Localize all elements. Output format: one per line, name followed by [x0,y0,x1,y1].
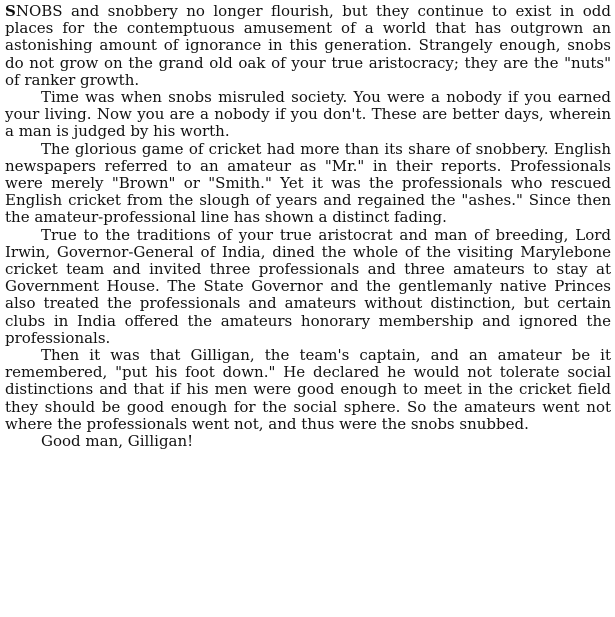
paragraph-6: Good man, Gilligan! [41,432,194,451]
paragraph-2: Time was when snobs misruled society. You were a nobody if you earned your living. Now you are a nobody if you don't. These are better days, wherein a man is judged by his worth. [5,88,611,141]
drop-cap: S [5,2,16,20]
article-body [5,3,611,450]
paragraph-1-text: NOBS and snobbery no longer flourish, but they continue to exist in odd places for the contemptuous amusement of a world that has outgrown an astonishing amount of ignorance in this generation. Strangely enough, snobs do not grow on the grand old oak of your true aristocracy; they are the "nuts" of ranker growth. [5,2,611,89]
paragraph-3: The glorious game of cricket had more than its share of snobbery. English newspapers referred to an amateur as "Mr." in their reports. Professionals were merely "Brown" or "Smith." Yet it was the professionals who rescued English cricket from the slough of years and regained the "ashes." Since then the amateur-professional line has shown a distinct fading. [5,139,611,227]
paragraph-5: Then it was that Gilligan, the team's captain, and an amateur be it remembered, "put his foot down." He declared he would not tolerate social distinctions and that if his men were good enough to meet in the cricket field they should be good enough for the social sphere. So the amateurs went not where the professionals went not, and thus were the snobs snubbed. [5,346,611,433]
paragraph-4: True to the traditions of your true aristocrat and man of breeding, Lord Irwin, Governor-General of India, dined the whole of the visiting Marylebone cricket team and invited three professionals and three amateurs to stay at Government House. The State Governor and the gentlemanly native Princes also treated the professionals and amateurs without distinction, but certain clubs in India offered the amateurs honorary membership and ignored the professionals. [5,225,611,347]
paragraph-1 [5,3,611,89]
